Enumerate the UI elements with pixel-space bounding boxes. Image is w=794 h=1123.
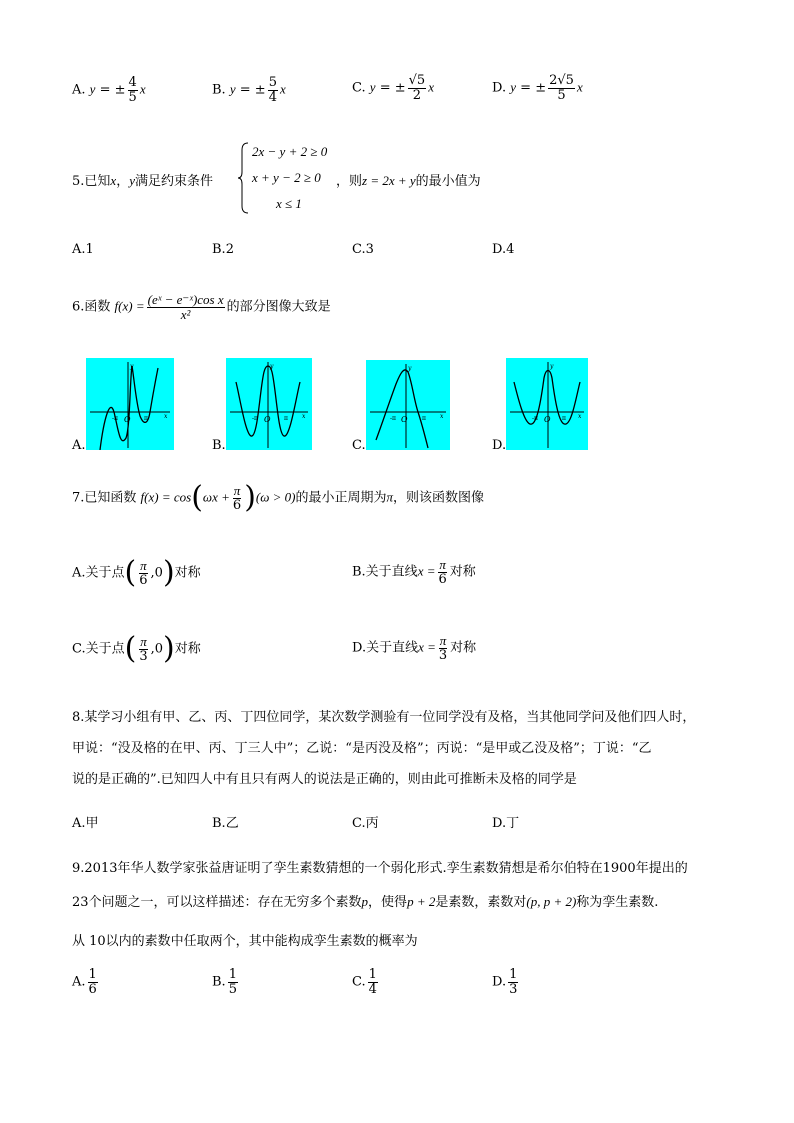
x-axis-label: x: [302, 413, 306, 420]
q4-option-b: [212, 76, 286, 104]
q6-graph-c: [366, 360, 450, 450]
q6-stem: [72, 293, 331, 321]
right-tick-label: π: [144, 415, 148, 422]
option-label: C.关于点: [72, 641, 125, 657]
option-numerator: π: [439, 557, 446, 572]
q9-p-plus-2: p + 2: [407, 894, 436, 909]
option-pm: ±: [535, 80, 547, 96]
q6-prefix: 6.函数: [72, 299, 111, 315]
q5-brace: [238, 142, 250, 214]
q6-option-b-label: B.: [212, 438, 226, 453]
y-axis-label: y: [550, 363, 554, 370]
option-numerator: 1: [88, 967, 97, 982]
q5-text2: ，则: [336, 174, 363, 189]
option-numerator: 4: [128, 75, 137, 90]
option-denominator: 6: [139, 572, 148, 588]
q5-constraint-3: x ≤ 1: [276, 196, 302, 211]
option-label: D.: [492, 80, 507, 96]
q9-line-3: 从 10以内的素数中任取两个，其中能构成孪生素数的概率为: [72, 934, 418, 949]
q9-line-2b: ，使得: [368, 895, 408, 910]
option-denominator: 2: [412, 87, 422, 103]
q7-func: f(x) = cos: [140, 489, 192, 505]
q7-period: π: [386, 489, 394, 505]
option-numerator: 2√5: [549, 73, 574, 88]
option-label: B.: [212, 974, 226, 990]
q9-option-b: [212, 968, 240, 996]
q6-suffix: 的部分图像大致是: [226, 299, 331, 315]
q5-objective: z = 2x + y: [362, 173, 416, 188]
q7-option-c: C.关于点( $\frac{\pi}{3}$ ,0)对称: [72, 631, 201, 666]
q7-stem: 7.已知函数 f(x) = cos(ωx + $\frac{\pi}{6}$ )(ω > 0)的最小正周期为π，则该函数图像: [72, 480, 485, 515]
option-value: 丙: [365, 816, 379, 831]
option-var: x: [428, 79, 434, 95]
q5-option-c: [352, 242, 374, 257]
option-lhs: y: [89, 81, 96, 97]
q5-stem-right: [336, 170, 481, 189]
option-label: D.: [492, 242, 507, 257]
q5-text1: 满足约束条件: [134, 174, 213, 189]
option-value: 丁: [506, 816, 520, 831]
q6-graph-a: [86, 358, 174, 450]
q6-option-d-label: D.: [492, 438, 507, 453]
q7-text2: ，则该函数图像: [393, 490, 485, 506]
option-label: D.关于直线: [352, 640, 419, 656]
option-numerator: π: [140, 557, 147, 573]
option-denominator: 5: [557, 87, 566, 103]
option-numerator: 5: [268, 75, 277, 90]
q8-line-1: 8.某学习小组有甲、乙、丙、丁四位同学，某次数学测验有一位同学没有及格，当其他同学问及他们四人时，: [72, 710, 696, 725]
option-numerator: √5: [408, 73, 426, 88]
q7-arg-numerator: π: [233, 482, 241, 498]
option-pm: ±: [114, 82, 126, 98]
option-after: 对称: [450, 640, 477, 656]
q5-text3: 的最小值为: [415, 174, 481, 189]
left-tick-label: -π: [112, 415, 118, 422]
q7-prefix: 7.已知函数: [72, 490, 137, 506]
option-var: x: [279, 81, 286, 97]
x-axis-label: x: [578, 413, 582, 420]
q6-graph-d: [506, 358, 588, 450]
option-label: A.: [72, 82, 86, 98]
q6-graph-b: [226, 358, 312, 450]
q5-option-b: [212, 242, 234, 257]
q8-option-c: [352, 812, 379, 831]
right-tick-label: π: [284, 415, 288, 422]
q8-option-a: [72, 812, 99, 831]
option-numerator: π: [140, 633, 147, 649]
option-numerator: 1: [228, 967, 237, 982]
brace-icon: [238, 142, 250, 214]
q9-line-1: 9.2013年华人数学家张益唐证明了孪生素数猜想的一个弱化形式.孪生素数猜想是希尔伯特在1900年提出的: [72, 861, 688, 876]
x-axis-label: x: [164, 413, 168, 420]
origin-label: O: [264, 415, 271, 424]
q9-p: p: [361, 894, 369, 909]
option-lhs: y: [229, 81, 236, 97]
option-label: B.关于直线: [352, 564, 418, 580]
option-label: A.: [72, 242, 86, 257]
option-label: B.: [212, 816, 226, 831]
option-var: x: [576, 79, 583, 95]
option-label: C.: [352, 242, 366, 257]
q5-option-a: [72, 242, 94, 257]
q6-option-a-label: A.: [72, 438, 86, 453]
option-lhs: x =: [417, 563, 436, 579]
left-tick-label: -π: [252, 415, 258, 422]
option-lhs: x =: [418, 639, 436, 655]
option-numerator: 1: [368, 967, 377, 982]
option-denominator: 6: [438, 571, 447, 587]
option-denominator: 5: [228, 981, 237, 997]
q5-stem-left: [72, 170, 213, 189]
q4-option-a: [72, 76, 146, 104]
q5-option-d: [492, 242, 514, 257]
q8-line-2: 甲说：“没及格的在甲、丙、丁三人中”；乙说：“是丙没及格”；丙说：“是甲或乙没及格”；丁说：“乙: [72, 741, 652, 756]
option-numerator: 1: [509, 967, 518, 982]
option-label: D.: [492, 816, 507, 831]
q7-condition: (ω > 0): [255, 489, 296, 505]
q7-arg: ωx +: [202, 489, 230, 505]
option-label: C.: [352, 816, 366, 831]
q5-prefix: 5.已知: [72, 174, 111, 189]
q9-line-2a: 23个问题之一，可以这样描述：存在无穷多个素数: [72, 895, 362, 910]
q7-option-a: A.关于点( $\frac{\pi}{6}$ ,0)对称: [72, 555, 201, 590]
q4-option-d: [492, 74, 583, 102]
q6-option-c-label: C.: [352, 438, 366, 453]
option-eq: =: [379, 80, 391, 96]
q7-option-d: [352, 634, 476, 662]
option-label: A.: [72, 974, 86, 990]
option-eq: =: [520, 80, 532, 96]
q6-numerator: (eˣ − e⁻ˣ)cos x: [147, 292, 224, 307]
option-denominator: 5: [128, 89, 137, 105]
option-denominator: 6: [88, 981, 97, 997]
option-label: B.: [212, 82, 226, 98]
option-value: 甲: [85, 816, 99, 831]
option-tail: ,0: [150, 565, 163, 581]
option-value: 2: [225, 242, 234, 257]
q9-line-2d: 称为孪生素数.: [576, 895, 659, 910]
option-var: x: [139, 81, 146, 97]
option-value: 3: [365, 242, 374, 257]
curve: [100, 366, 158, 450]
option-label: A.关于点: [72, 565, 125, 581]
q8-line-3: 说的是正确的”.已知四人中有且只有两人的说法是正确的，则由此可推断未及格的同学是: [72, 772, 577, 787]
option-denominator: 3: [509, 981, 518, 997]
origin-label: O: [544, 415, 551, 424]
option-value: 4: [506, 242, 515, 257]
q6-func: f(x) =: [114, 298, 145, 314]
option-pm: ±: [394, 80, 406, 96]
option-label: B.: [212, 242, 226, 257]
origin-label: O: [124, 415, 131, 424]
q8-option-b: [212, 812, 239, 831]
q4-option-c: [352, 74, 434, 102]
option-eq: =: [239, 82, 251, 98]
q6-denominator: x²: [180, 306, 191, 322]
q5-constraint-1: 2x − y + 2 ≥ 0: [252, 144, 328, 159]
option-denominator: 4: [268, 89, 277, 105]
option-label: C.: [352, 974, 366, 990]
origin-label: O: [401, 415, 408, 424]
option-after: 对称: [174, 641, 201, 657]
option-label: C.: [352, 80, 366, 96]
q5-var2: y: [129, 173, 135, 188]
q7-arg-denominator: 6: [232, 497, 242, 513]
option-denominator: 3: [139, 648, 148, 664]
q7-option-b: [352, 558, 476, 586]
option-denominator: 4: [368, 981, 377, 997]
option-lhs: y: [510, 79, 517, 95]
y-axis-label: y: [270, 363, 274, 370]
q7-text1: 的最小正周期为: [295, 490, 387, 506]
option-numerator: π: [439, 633, 447, 648]
option-value: 1: [85, 242, 94, 257]
q8-option-d: [492, 812, 519, 831]
q9-pair: (p, p + 2): [526, 894, 577, 909]
option-denominator: 3: [438, 647, 448, 663]
option-after: 对称: [174, 565, 201, 581]
y-axis-label: y: [130, 363, 134, 370]
option-eq: =: [99, 82, 111, 98]
left-tick-label: -π: [390, 415, 396, 422]
option-label: D.: [492, 974, 507, 990]
curve: [376, 370, 428, 448]
q9-line-2c: 是素数，素数对: [435, 895, 527, 910]
option-lhs: y: [369, 79, 376, 95]
x-axis-label: x: [440, 413, 444, 420]
q5-var1: x: [110, 173, 117, 188]
q9-option-c: [352, 968, 380, 996]
left-tick-label: -π: [532, 415, 538, 422]
q9-line-2: [72, 891, 658, 910]
q9-option-d: [492, 968, 520, 996]
q5-sep: ，: [116, 174, 130, 189]
option-tail: ,0: [150, 641, 164, 657]
option-pm: ±: [254, 82, 266, 98]
option-after: 对称: [449, 564, 476, 580]
q5-constraint-2: x + y − 2 ≥ 0: [252, 170, 321, 185]
option-value: 乙: [225, 816, 239, 831]
q9-option-a: [72, 968, 100, 996]
right-tick-label: π: [422, 415, 426, 422]
y-axis-label: y: [408, 365, 412, 372]
right-tick-label: π: [562, 415, 566, 422]
option-label: A.: [72, 816, 86, 831]
